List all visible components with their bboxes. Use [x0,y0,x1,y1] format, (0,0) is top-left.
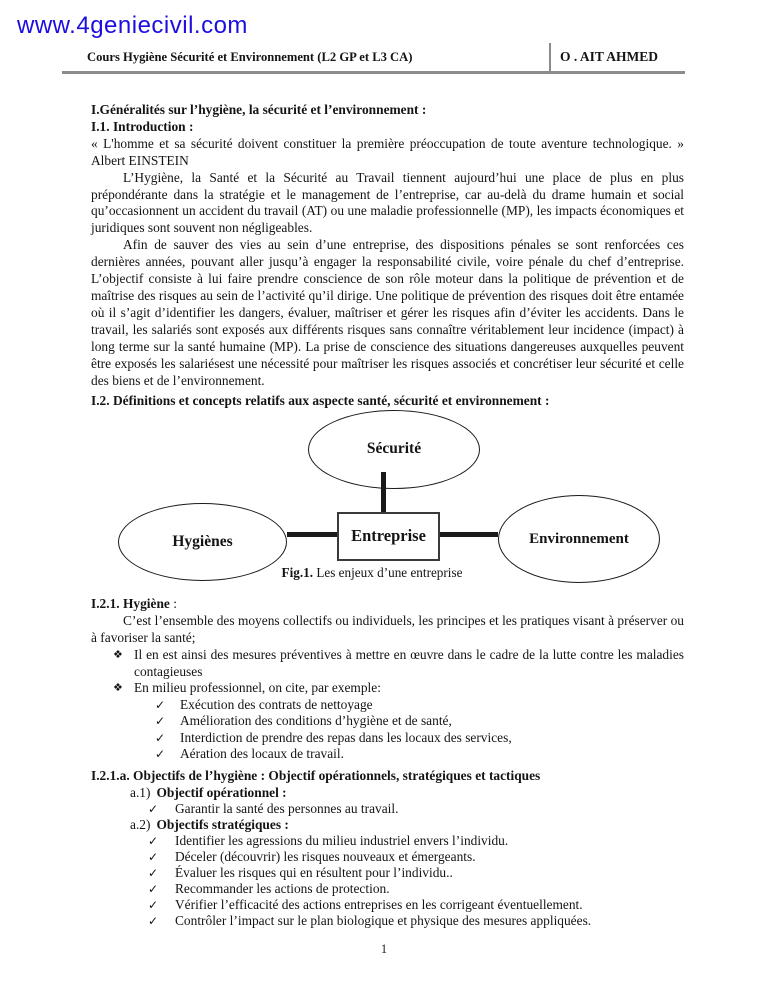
check-icon: ✓ [148,802,159,817]
check-icon: ✓ [148,882,159,897]
list-item-text: Amélioration des conditions d’hygiène et de santé, [180,713,452,729]
list-item [91,913,684,929]
figure-enjeux-entreprise [91,410,684,596]
list-item-text: Exécution des contrats de nettoyage [180,696,373,712]
diamond-bullet-icon: ❖ [113,681,123,695]
list-item [91,881,684,897]
heading-generalites: I.Généralités sur l’hygiène, la sécurité et l’environnement : [91,102,427,117]
figure-box-entreprise [337,512,440,561]
check-icon: ✓ [148,850,159,865]
header-course-title: Cours Hygiène Sécurité et Environnement (L2 GP et L3 CA) [87,50,413,64]
subheading-objectifs-strategiques [91,817,684,833]
list-item [91,697,684,713]
list-item [91,801,684,817]
figure-label-environnement: Environnement [529,530,629,547]
list-item-text: Contrôler l’impact sur le plan biologique et physique des mesures appliquées. [175,913,592,929]
heading-objectifs-hygiene: I.2.1.a. Objectifs de l’hygiène : Objectif opérationnels, stratégiques et tactiques [91,768,541,784]
figure-caption [152,565,592,582]
list-item [91,680,684,697]
figure-caption-text: Les enjeux d’une entreprise [313,565,463,581]
header-author: O . AIT AHMED [549,43,685,71]
check-icon: ✓ [155,730,166,745]
heading-hygiene-colon: : [169,596,177,612]
list-item-text: Vérifier l’efficacité des actions entreprises en les corrigeant éventuellement. [175,897,583,913]
list-item-text: Évaluer les risques qui en résultent pour l’individu.. [175,865,453,881]
diamond-bullet-icon: ❖ [113,648,123,662]
list-item-text: Aération des locaux de travail. [180,746,344,762]
list-item-text: Recommander les actions de protection. [175,881,390,897]
list-item-text: Identifier les agressions du milieu industriel envers l’individu. [175,833,509,849]
page-number: 1 [380,942,388,957]
check-icon: ✓ [148,834,159,849]
list-item [91,730,684,746]
figure-caption-label: Fig.1. [281,565,314,581]
heading-hygiene-bold: I.2.1. Hygiène [91,596,170,612]
subheading-label: a.1) [130,785,151,801]
check-icon: ✓ [155,747,166,762]
list-item-text: Il en est ainsi des mesures préventives à mettre en œuvre dans le cadre de la lutte contre les maladies contagieuses [134,647,684,679]
heading-introduction: I.1. Introduction : [91,118,194,134]
list-item-text: Déceler (découvrir) les risques nouveaux et émergeants. [175,849,476,865]
list-item [91,713,684,729]
list-item [91,746,684,762]
figure-ellipse-securite [308,410,480,489]
einstein-quote: « L'homme et sa sécurité doivent constituer la première préoccupation de toute aventure technologique. » Albert EINSTEIN [91,135,684,168]
document-body [91,102,684,929]
heading-hygiene [91,596,684,613]
list-item-text: Interdiction de prendre des repas dans les locaux des services, [180,729,512,745]
list-item [91,647,684,680]
watermark-link[interactable]: www.4geniecivil.com [17,12,248,39]
figure-label-securite: Sécurité [366,440,422,458]
check-icon: ✓ [148,914,159,929]
check-icon: ✓ [148,866,159,881]
check-icon: ✓ [148,898,159,913]
subheading-title: Objectifs stratégiques : [156,817,289,833]
figure-connector-left [287,532,337,537]
figure-label-hygienes: Hygiènes [172,532,233,550]
heading-definitions: I.2. Définitions et concepts relatifs aux aspecte santé, sécurité et environnement : [91,393,550,409]
page-header [62,43,685,74]
figure-connector-right [440,532,498,537]
list-item-text: En milieu professionnel, on cite, par exemple: [134,680,381,696]
list-item [91,833,684,849]
paragraph-hygiene-sante: L’Hygiène, la Santé et la Sécurité au Travail tiennent aujourd’hui une place de plus en plus prépondérante dans la stratégie et le management de l’entreprise, car au-delà du drame humain et social qu’occasionnent un accident du travail (AT) ou une maladie professionnelle (MP), les impacts économiques et juridiques sont souvent non négligeables. [91,169,684,236]
paragraph-prevention-risques: Afin de sauver des vies au sein d’une entreprise, des dispositions pénales se sont renforcées ces dernières années, pouvant aller jusqu’à engager la responsabilité civile, voire pénale du chef d’entreprise. L’objectif consiste à lui faire prendre conscience de son rôle moteur dans la politique de prévention et de maîtrise des risques au sein de l’activité qu’il dirige. Une politique de prévention des risques doit être entamée où il s’agit d’identifier les dangers, évaluer, maîtriser et gérer les risques afin d’éviter les accidents. Dans le travail, les salariés sont exposés aux différents risques sans connaître véritablement leur incidence (impact) à long terme sur la santé humaine (MP). La prise de conscience des situations dangereuses auxquelles peuvent être exposés les salariésest une nécessité pour maîtriser les risques associés et concrétiser leur sécurité et celle des biens et de l’environnement. [91,237,684,388]
subheading-title: Objectif opérationnel : [156,785,287,801]
list-item [91,849,684,865]
subheading-label: a.2) [130,817,151,833]
figure-label-entreprise: Entreprise [351,526,426,546]
check-icon: ✓ [155,714,166,729]
subheading-objectif-operationnel [91,785,684,801]
list-item [91,897,684,913]
list-item [91,865,684,881]
list-item-text: Garantir la santé des personnes au travail. [175,801,399,817]
paragraph-hygiene-definition: C’est l’ensemble des moyens collectifs ou individuels, les principes et les pratiques visant à préserver ou à favoriser la santé; [91,613,684,646]
check-icon: ✓ [155,697,166,712]
